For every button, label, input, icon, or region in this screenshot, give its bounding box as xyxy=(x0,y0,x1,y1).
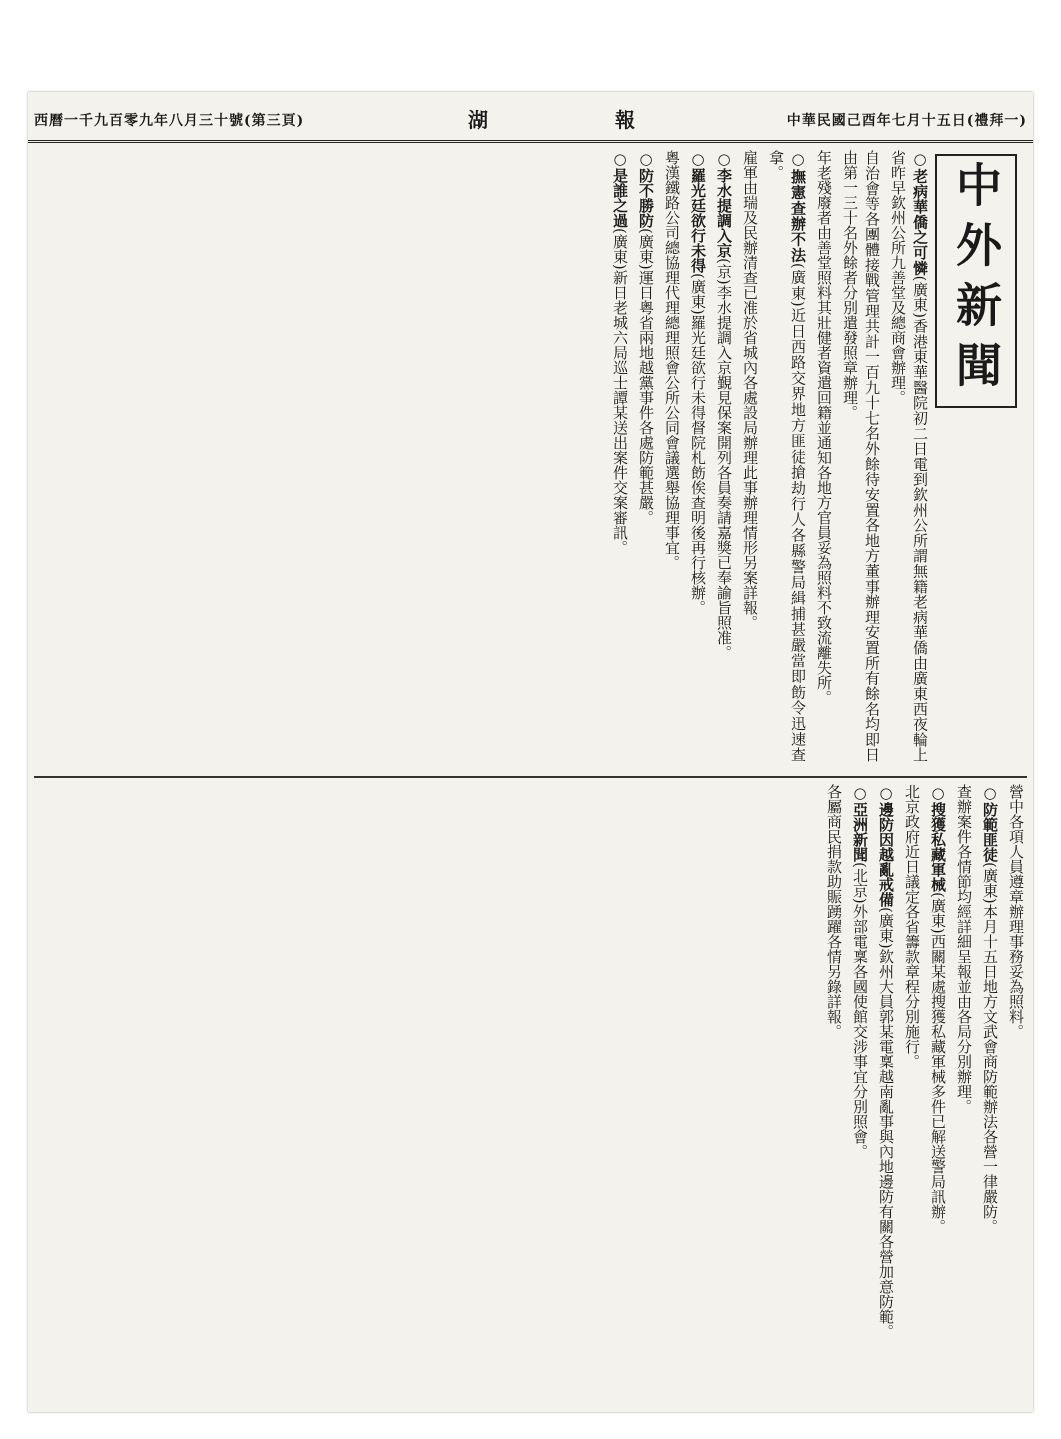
article-text: 粵漢鐵路公司總協理代理總理照會公所公同會議選舉協理事宜。 xyxy=(663,150,681,570)
article-headline: ○邊防因越亂戒備 xyxy=(877,784,895,907)
article-headline: ○防不勝防 xyxy=(637,150,655,228)
article-column xyxy=(887,150,931,762)
article-column xyxy=(849,784,871,1404)
article-column xyxy=(953,784,975,1404)
article-column xyxy=(713,150,735,762)
article-text: (北京)外部電稟各國使館交涉事宜分別照會。 xyxy=(851,862,869,1159)
article-column xyxy=(739,150,761,762)
lower-tier xyxy=(34,776,1027,1404)
article-text: (廣東)羅光廷欲行未得督院札飭俟查明後再行核辦。 xyxy=(689,273,707,615)
article-text: 雇軍由瑞及民辦清查已准於省城內各處設局辦理此事辦理情形另案詳報。 xyxy=(741,150,759,630)
article-column xyxy=(687,150,709,762)
article-text: 各屬商民捐款助賑踴躍各情另錄詳報。 xyxy=(825,784,843,1039)
article-headline: ○羅光廷欲行未得 xyxy=(689,150,707,273)
article-column xyxy=(1005,784,1027,1404)
article-column xyxy=(979,784,1001,1404)
header-paper-name: 湖 報 xyxy=(468,108,695,132)
header-western-date: 西曆一千九百零九年八月三十號(第三頁) xyxy=(34,113,305,129)
section-title-box xyxy=(935,154,1017,408)
article-column xyxy=(875,784,897,1404)
article-column xyxy=(927,784,949,1404)
section-title: 中外新聞 xyxy=(949,161,1003,401)
article-headline: ○是誰之過 xyxy=(611,150,629,228)
article-column xyxy=(839,150,883,762)
article-text: (廣東)運日粵省兩地越黨事件各處防範甚嚴。 xyxy=(637,228,655,525)
article-column xyxy=(901,784,923,1404)
article-headline: ○老病華僑之可憐 xyxy=(911,150,929,276)
article-column xyxy=(823,784,845,1404)
article-column xyxy=(661,150,683,762)
article-text: (廣東)欽州大員郭某電稟越南亂事與內地邊防有關各營加意防範。 xyxy=(877,907,895,1339)
article-headline: ○李水提調入京 xyxy=(715,150,733,258)
article-headline: ○防範匪徒 xyxy=(981,784,999,862)
article-text: 北京政府近日議定各省籌款章程分別施行。 xyxy=(903,784,921,1069)
article-column xyxy=(635,150,657,762)
header-date: 中華民國己酉年七月十五日(禮拜一) xyxy=(786,113,1027,129)
article-text: 查辦案件各情節均經詳細呈報並由各局分別辦理。 xyxy=(955,784,973,1114)
article-text: (廣東)香港東華醫院初二日電到欽州公所謂無籍老病華僑由廣東西夜輪上省昨早欽州公所九善堂及總商會辦理。 xyxy=(889,150,929,762)
article-text: 自治會等各團體接戰管理共計一百九十七名外餘待安置各地方董事辦理安置所有餘名均即日由第一三十名外餘者分別遣發照章辦理。 xyxy=(841,150,881,762)
article-headline: ○搜獲私藏軍械 xyxy=(929,784,947,892)
page-header xyxy=(28,92,1033,143)
article-text: (廣東)新日老城六局巡士譚某送出案件交案審訊。 xyxy=(611,228,629,555)
article-column xyxy=(609,150,631,762)
page-body xyxy=(34,150,1027,1406)
article-text: 營中各項人員遵章辦理事務妥為照料。 xyxy=(1007,784,1025,1039)
article-column xyxy=(765,150,809,762)
article-headline: ○撫憲查辦不法 xyxy=(789,150,807,263)
article-text: 年老殘廢者由善堂照料其壯健者資遣回籍並通知各地方官員妥為照料不致流離失所。 xyxy=(815,150,833,705)
upper-tier xyxy=(43,150,931,762)
article-text: (廣東)本月十五日地方文武會商防範辦法各營一律嚴防。 xyxy=(981,862,999,1234)
article-headline: ○亞洲新聞 xyxy=(851,784,869,862)
article-text: (京)李水提調入京覲見保案開列各員奏請嘉獎已奉諭旨照准。 xyxy=(715,258,733,660)
article-text: (廣東)近日西路交界地方匪徒搶劫行人各縣警局緝捕甚嚴當即飭令迅速查拿。 xyxy=(767,150,807,762)
newspaper-page xyxy=(28,92,1033,1412)
article-column xyxy=(813,150,835,762)
article-text: (廣東)西關某處搜獲私藏軍械多件已解送警局訊辦。 xyxy=(929,892,947,1234)
